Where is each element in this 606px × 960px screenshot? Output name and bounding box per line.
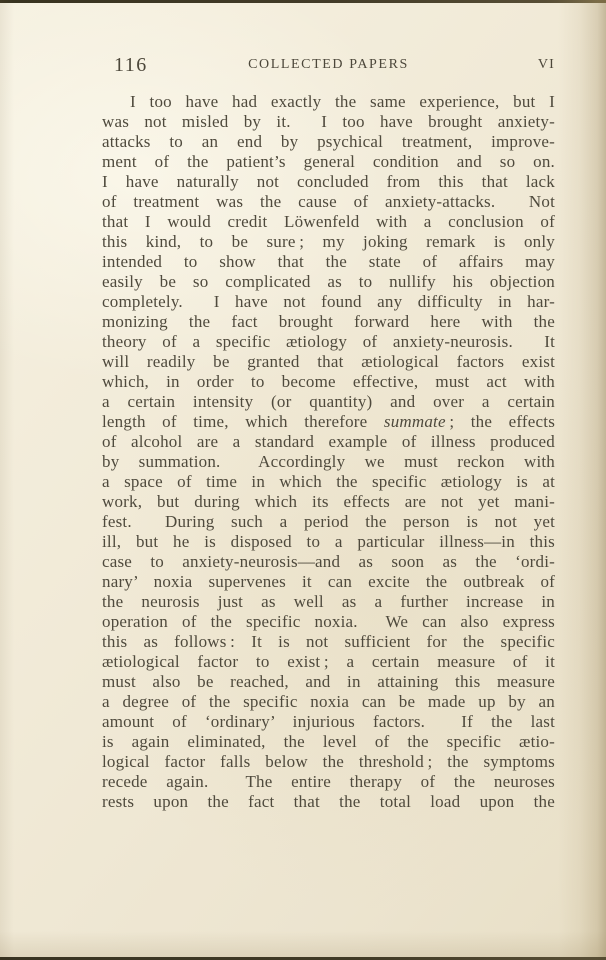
text-line xyxy=(102,572,555,592)
text-line xyxy=(102,372,555,392)
text-line xyxy=(102,252,555,272)
text-line xyxy=(102,352,555,372)
text-line xyxy=(102,432,555,452)
text-line xyxy=(102,412,555,432)
text-line xyxy=(102,272,555,292)
text-segment: was not misled by it. I too have brought anxiety- xyxy=(102,112,555,131)
text-line xyxy=(102,672,555,692)
text-segment: logical factor falls below the threshold ; the symptoms xyxy=(102,752,555,771)
text-line xyxy=(102,452,555,472)
text-line xyxy=(102,552,555,572)
italic-word: summate xyxy=(383,412,446,431)
text-line xyxy=(102,772,555,792)
text-line xyxy=(102,132,555,152)
text-line xyxy=(102,152,555,172)
page-right-shadow xyxy=(558,0,606,960)
text-segment: operation of the specific noxia. We can also express xyxy=(102,612,555,631)
text-segment: a space of time in which the specific ætiology is at xyxy=(102,472,555,491)
text-line xyxy=(102,732,555,752)
text-segment: attacks to an end by psychical treatment, improve- xyxy=(102,132,555,151)
text-segment: ætiological factor to exist ; a certain measure of it xyxy=(102,652,555,671)
text-line xyxy=(102,652,555,672)
text-segment: this kind, to be sure ; my joking remark is only xyxy=(102,232,555,251)
text-line xyxy=(102,472,555,492)
text-line xyxy=(102,712,555,732)
text-segment: work, but during which its effects are not yet mani- xyxy=(102,492,555,511)
text-segment: which, in order to become effective, must act with xyxy=(102,372,555,391)
text-segment: theory of a specific ætiology of anxiety-neurosis. It xyxy=(102,332,555,351)
text-segment: I have naturally not concluded from this that lack xyxy=(102,172,555,191)
page-number: 116 xyxy=(114,54,148,76)
text-segment: that I would credit Löwenfeld with a conclusion of xyxy=(102,212,555,231)
text-segment: of treatment was the cause of anxiety-attacks. Not xyxy=(102,192,555,211)
text-line xyxy=(102,312,555,332)
text-line xyxy=(102,692,555,712)
running-title: COLLECTED PAPERS xyxy=(248,57,409,72)
page-bottom-shading xyxy=(0,931,606,957)
text-segment: recede again. The entire therapy of the neuroses xyxy=(102,772,555,791)
text-segment: will readily be granted that ætiological factors exist xyxy=(102,352,555,371)
page-top-edge xyxy=(0,0,606,3)
text-segment: ill, but he is disposed to a particular illness—in this xyxy=(102,532,555,551)
text-segment: ment of the patient’s general condition and so on. xyxy=(102,152,555,171)
text-line xyxy=(102,512,555,532)
text-segment: case to anxiety-neurosis—and as soon as the ‘ordi- xyxy=(102,552,555,571)
text-segment: easily be so complicated as to nullify his objection xyxy=(102,272,555,291)
text-segment: by summation. Accordingly we must reckon with xyxy=(102,452,555,471)
text-segment: a certain intensity (or quantity) and over a certain xyxy=(102,392,555,411)
text-segment: of alcohol are a standard example of illness produced xyxy=(102,432,555,451)
text-line xyxy=(102,392,555,412)
text-segment: rests upon the fact that the total load upon the xyxy=(102,792,555,811)
body-text xyxy=(102,92,555,812)
volume-numeral: VI xyxy=(537,57,555,72)
text-segment: is again eliminated, the level of the specific ætio- xyxy=(102,732,555,751)
text-line xyxy=(102,592,555,612)
text-line xyxy=(102,292,555,312)
text-segment: monizing the fact brought forward here with the xyxy=(102,312,555,331)
text-segment: must also be reached, and in attaining this measure xyxy=(102,672,555,691)
text-segment: completely. I have not found any difficulty in har- xyxy=(102,292,555,311)
text-line xyxy=(102,612,555,632)
text-line xyxy=(102,752,555,772)
running-header xyxy=(102,54,555,74)
text-segment: this as follows : It is not sufficient for the specific xyxy=(102,632,555,651)
text-line xyxy=(102,792,555,812)
text-line xyxy=(102,92,555,112)
text-segment: a degree of the specific noxia can be made up by an xyxy=(102,692,555,711)
text-line xyxy=(102,212,555,232)
text-segment: fest. During such a period the person is not yet xyxy=(102,512,555,531)
page-left-shading xyxy=(0,0,14,960)
text-line xyxy=(102,332,555,352)
text-line xyxy=(102,192,555,212)
text-segment: amount of ‘ordinary’ injurious factors. If the last xyxy=(102,712,555,731)
text-line xyxy=(102,112,555,132)
text-line xyxy=(102,232,555,252)
text-line xyxy=(102,172,555,192)
text-line xyxy=(102,532,555,552)
text-line xyxy=(102,492,555,512)
text-segment: the neurosis just as well as a further increase in xyxy=(102,592,555,611)
text-segment: nary’ noxia supervenes it can excite the outbreak of xyxy=(102,572,555,591)
text-segment: I too have had exactly the same experience, but I xyxy=(130,92,555,111)
text-segment: intended to show that the state of affairs may xyxy=(102,252,555,271)
text-segment: length of time, which therefore xyxy=(102,412,384,431)
text-line xyxy=(102,632,555,652)
text-segment: ; the effects xyxy=(445,412,555,431)
